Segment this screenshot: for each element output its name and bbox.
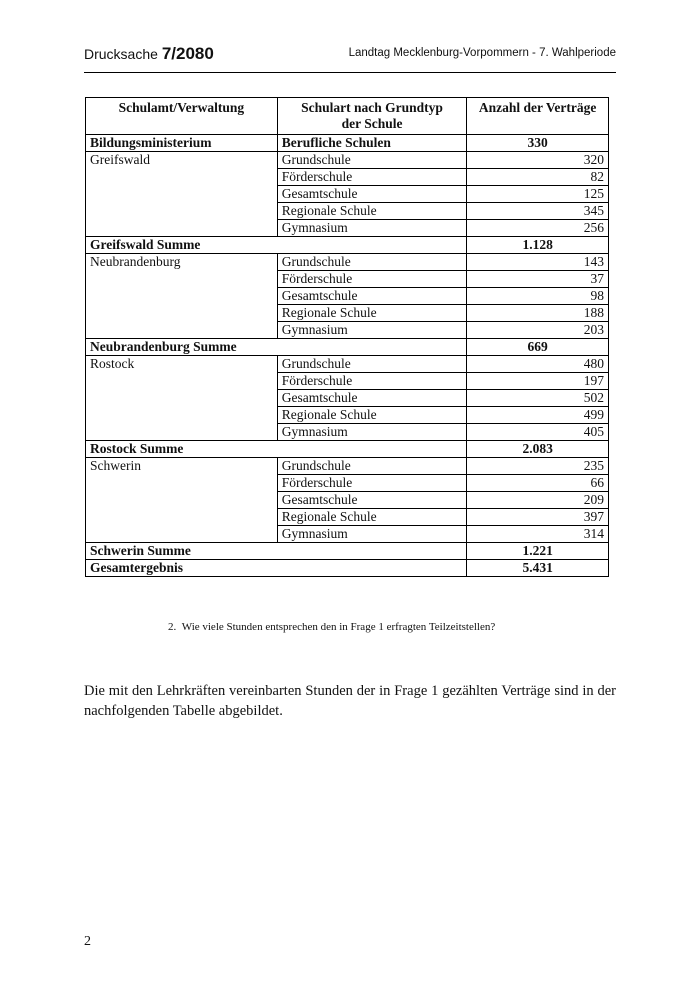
table-cell: 209 xyxy=(467,492,609,509)
table-cell: 37 xyxy=(467,271,609,288)
table-row xyxy=(86,322,609,339)
table-cell: Greifswald xyxy=(86,152,278,169)
document-number-value: 7/2080 xyxy=(161,44,214,63)
table-cell: 5.431 xyxy=(467,560,609,577)
table-cell: 480 xyxy=(467,356,609,373)
table-cell xyxy=(86,186,278,203)
table-cell: 320 xyxy=(467,152,609,169)
table-cell xyxy=(86,390,278,407)
table-cell: Gymnasium xyxy=(277,322,467,339)
table-row xyxy=(86,492,609,509)
sum-row xyxy=(86,543,609,560)
table-cell xyxy=(86,305,278,322)
table-row xyxy=(86,271,609,288)
table-cell xyxy=(86,373,278,390)
table-cell: Regionale Schule xyxy=(277,203,467,220)
table-row xyxy=(86,509,609,526)
parliament-header: Landtag Mecklenburg-Vorpommern - 7. Wahlperiode xyxy=(348,47,616,59)
document-number xyxy=(84,44,214,64)
table-row xyxy=(86,220,609,237)
table-cell: Gymnasium xyxy=(277,424,467,441)
page-number: 2 xyxy=(84,934,91,949)
table-cell: Förderschule xyxy=(277,169,467,186)
table-row xyxy=(86,152,609,169)
table-cell: 188 xyxy=(467,305,609,322)
table-cell: Förderschule xyxy=(277,271,467,288)
table-cell: Förderschule xyxy=(277,475,467,492)
table-cell: 143 xyxy=(467,254,609,271)
table-row xyxy=(86,254,609,271)
table-row xyxy=(86,407,609,424)
table-row xyxy=(86,526,609,543)
table-cell: Gesamtschule xyxy=(277,492,467,509)
table-cell xyxy=(86,509,278,526)
table-cell: Neubrandenburg xyxy=(86,254,278,271)
ministry-row xyxy=(86,135,609,152)
header-divider xyxy=(84,72,616,73)
table-row xyxy=(86,356,609,373)
sum-row xyxy=(86,339,609,356)
table-row xyxy=(86,288,609,305)
table-cell: Schwerin xyxy=(86,458,278,475)
table-cell: Grundschule xyxy=(277,356,467,373)
table-cell xyxy=(86,169,278,186)
table-cell: 1.221 xyxy=(467,543,609,560)
table-row xyxy=(86,458,609,475)
table-cell: 203 xyxy=(467,322,609,339)
sum-row xyxy=(86,441,609,458)
table-row xyxy=(86,203,609,220)
table-row xyxy=(86,373,609,390)
question-2: 2. Wie viele Stunden entsprechen den in Frage 1 erfragten Teilzeitstellen? xyxy=(168,621,496,633)
table-cell: Rostock Summe xyxy=(86,441,467,458)
table-cell: 397 xyxy=(467,509,609,526)
table-cell xyxy=(86,407,278,424)
table-cell: Schwerin Summe xyxy=(86,543,467,560)
table-row xyxy=(86,186,609,203)
table-cell: 125 xyxy=(467,186,609,203)
table-cell: 98 xyxy=(467,288,609,305)
table-cell: Gesamtschule xyxy=(277,288,467,305)
table-cell: 345 xyxy=(467,203,609,220)
table-cell: 256 xyxy=(467,220,609,237)
table-cell xyxy=(86,492,278,509)
table-cell xyxy=(86,203,278,220)
table-cell: 66 xyxy=(467,475,609,492)
table-cell xyxy=(86,322,278,339)
total-row xyxy=(86,560,609,577)
table-row xyxy=(86,169,609,186)
table-cell xyxy=(86,271,278,288)
column-header-school-type: Schulart nach Grundtyp der Schule xyxy=(277,98,467,135)
table-cell: Bildungsministerium xyxy=(86,135,278,152)
column-header-authority: Schulamt/Verwaltung xyxy=(86,98,278,135)
table-header-row xyxy=(86,98,609,135)
table-cell: 669 xyxy=(467,339,609,356)
table-row xyxy=(86,305,609,322)
table-cell: Berufliche Schulen xyxy=(277,135,467,152)
table-cell: 330 xyxy=(467,135,609,152)
table-cell: 499 xyxy=(467,407,609,424)
table-cell: Regionale Schule xyxy=(277,305,467,322)
column-header-count: Anzahl der Verträge xyxy=(467,98,609,135)
table-cell: Gymnasium xyxy=(277,526,467,543)
table-cell: Greifswald Summe xyxy=(86,237,467,254)
table-cell: Grundschule xyxy=(277,152,467,169)
contracts-table xyxy=(85,97,609,577)
table-cell: 235 xyxy=(467,458,609,475)
table-cell: 502 xyxy=(467,390,609,407)
table-cell: 405 xyxy=(467,424,609,441)
table-cell: Gesamtschule xyxy=(277,390,467,407)
table-cell: 1.128 xyxy=(467,237,609,254)
sum-row xyxy=(86,237,609,254)
table-cell: Gesamtschule xyxy=(277,186,467,203)
table-cell: Förderschule xyxy=(277,373,467,390)
table-cell: 2.083 xyxy=(467,441,609,458)
table-cell: Grundschule xyxy=(277,254,467,271)
table-cell: 314 xyxy=(467,526,609,543)
document-prefix: Drucksache xyxy=(84,46,158,62)
table-cell xyxy=(86,220,278,237)
table-row xyxy=(86,424,609,441)
table-cell: Gymnasium xyxy=(277,220,467,237)
table-cell: 197 xyxy=(467,373,609,390)
table-cell xyxy=(86,526,278,543)
answer-paragraph: Die mit den Lehrkräften vereinbarten Stunden der in Frage 1 gezählten Verträge sind in der nachfolgenden Tabelle abgebildet. xyxy=(84,683,616,719)
table-cell: Neubrandenburg Summe xyxy=(86,339,467,356)
table-cell: Regionale Schule xyxy=(277,407,467,424)
table-row xyxy=(86,390,609,407)
table-cell: Regionale Schule xyxy=(277,509,467,526)
table-cell: Gesamtergebnis xyxy=(86,560,467,577)
table-row xyxy=(86,475,609,492)
table-cell xyxy=(86,475,278,492)
table-cell: Rostock xyxy=(86,356,278,373)
table-cell xyxy=(86,424,278,441)
table-cell: Grundschule xyxy=(277,458,467,475)
table-cell xyxy=(86,288,278,305)
table-cell: 82 xyxy=(467,169,609,186)
